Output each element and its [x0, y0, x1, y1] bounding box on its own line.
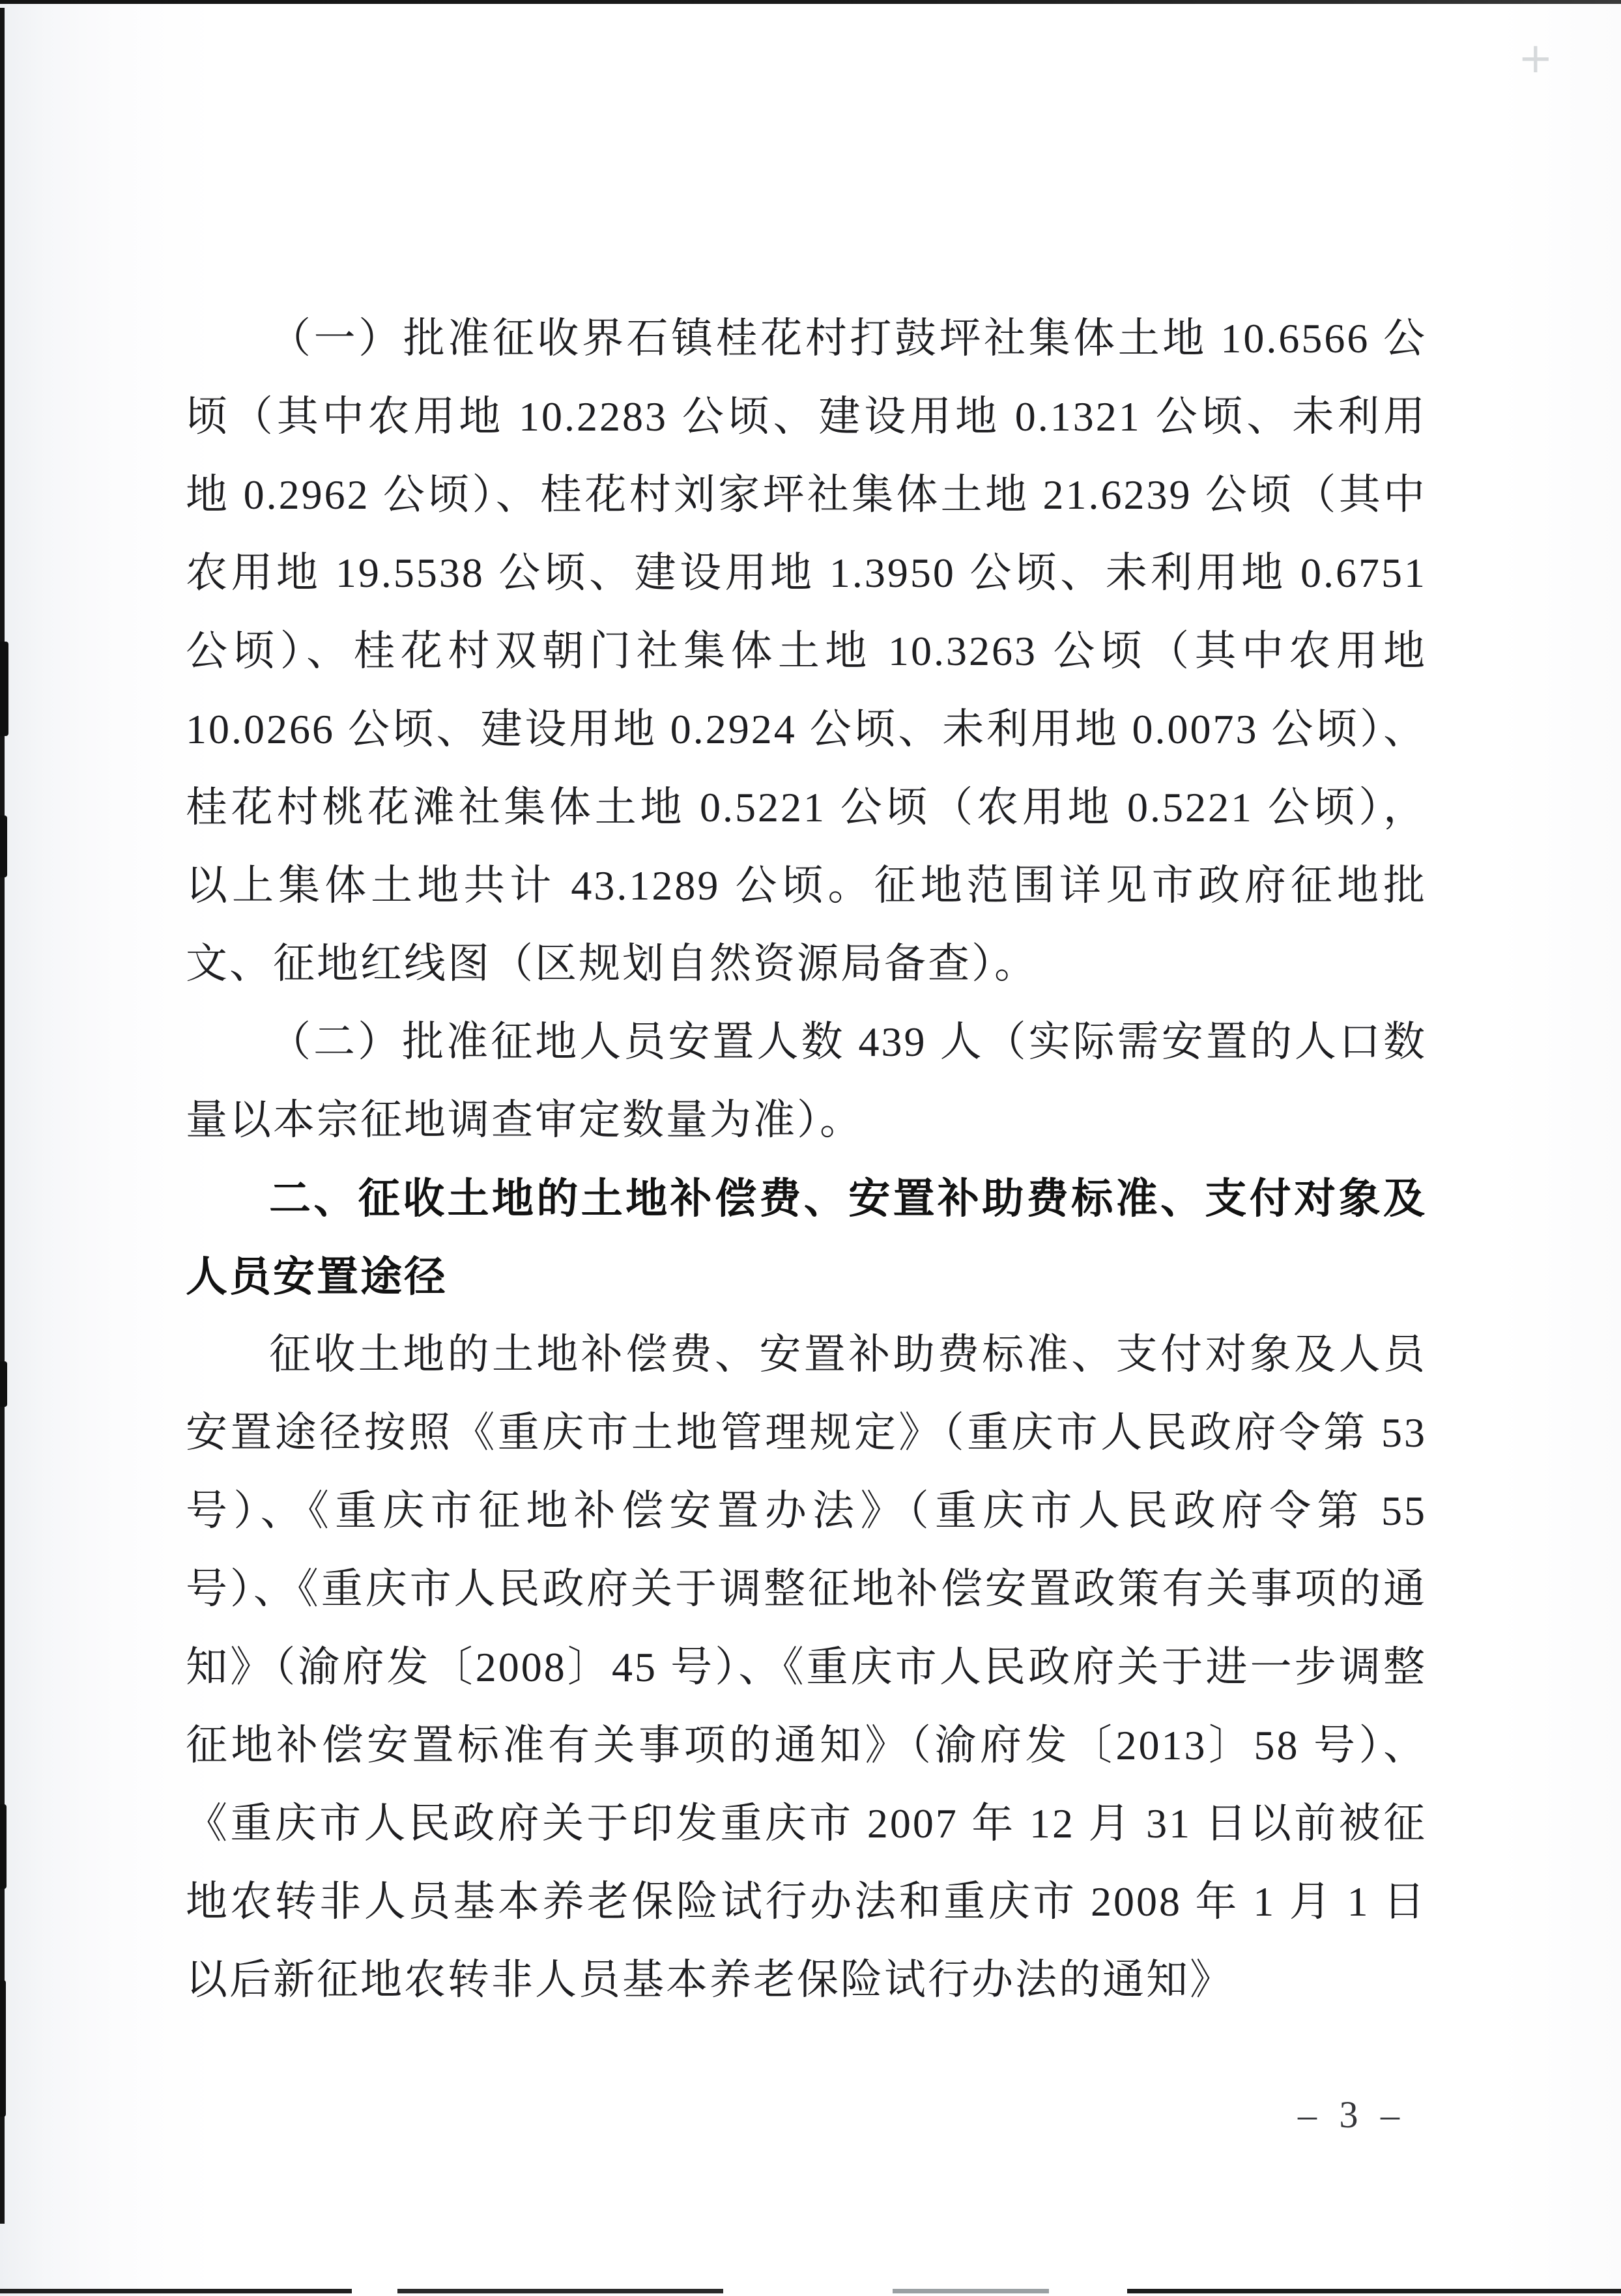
scan-artifact-bottom-edge — [397, 2289, 723, 2293]
scan-artifact-bottom-edge — [0, 2289, 352, 2293]
scan-artifact-top-edge — [0, 0, 1621, 4]
scan-artifact-blob — [0, 815, 7, 877]
scan-artifact-bottom-edge — [893, 2289, 1049, 2293]
scan-artifact-left-edge — [0, 8, 5, 2224]
document-body — [186, 300, 1427, 2019]
scan-artifact-bottom-edge — [1127, 2289, 1621, 2293]
page-number: – 3 – — [1298, 2093, 1406, 2136]
scan-artifact-blob — [0, 1980, 6, 2117]
paragraph-resettlement-count: （二）批准征地人员安置人数 439 人（实际需安置的人口数量以本宗征地调查审定数量为准）。 — [186, 1019, 1427, 1143]
section-heading-compensation: 二、征收土地的土地补偿费、安置补助费标准、支付对象及人员安置途径 — [186, 1175, 1427, 1300]
paragraph-policy-references: 征收土地的土地补偿费、安置补助费标准、支付对象及人员安置途径按照《重庆市土地管理规定》（重庆市人民政府令第 53 号）、《重庆市征地补偿安置办法》（重庆市人民政府令第 55 号）、《重庆市人民政府关于调整征地补偿安置政策有关事项的通知》（渝府发〔2008〕45 号）、《重庆市人民政府关于进一步调整征地补偿安置标准有关事项的通知》（渝府发〔2013〕58 号）、《重庆市人民政府关于印发重庆市 2007 年 12 月 31 日以前被征地农转非人员基本养老保险试行办法和重庆市 2008 年 1 月 1 日以后新征地农转非人员基本养老保险试行办法的通知》 — [186, 1331, 1427, 2003]
paragraph-land-parcels: （一）批准征收界石镇桂花村打鼓坪社集体土地 10.6566 公顷（其中农用地 10.2283 公顷、建设用地 0.1321 公顷、未利用地 0.2962 公顷）、桂花村刘家坪社集体土地 21.6239 公顷（其中农用地 19.5538 公顷、建设用地 1.3950 公顷、未利用地 0.6751 公顷）、桂花村双朝门社集体土地 10.3263 公顷（其中农用地 10.0266 公顷、建设用地 0.2924 公顷、未利用地 0.0073 公顷）、桂花村桃花滩社集体土地 0.5221 公顷（农用地 0.5221 公顷），以上集体土地共计 43.1289 公顷。征地范围详见市政府征地批文、征地红线图（区规划自然资源局备查）。 — [186, 315, 1427, 987]
scan-artifact-blob — [0, 1361, 7, 1407]
registration-mark: + — [1518, 35, 1553, 83]
scan-artifact-blob — [0, 642, 8, 736]
scan-artifact-blob — [0, 1804, 7, 1889]
